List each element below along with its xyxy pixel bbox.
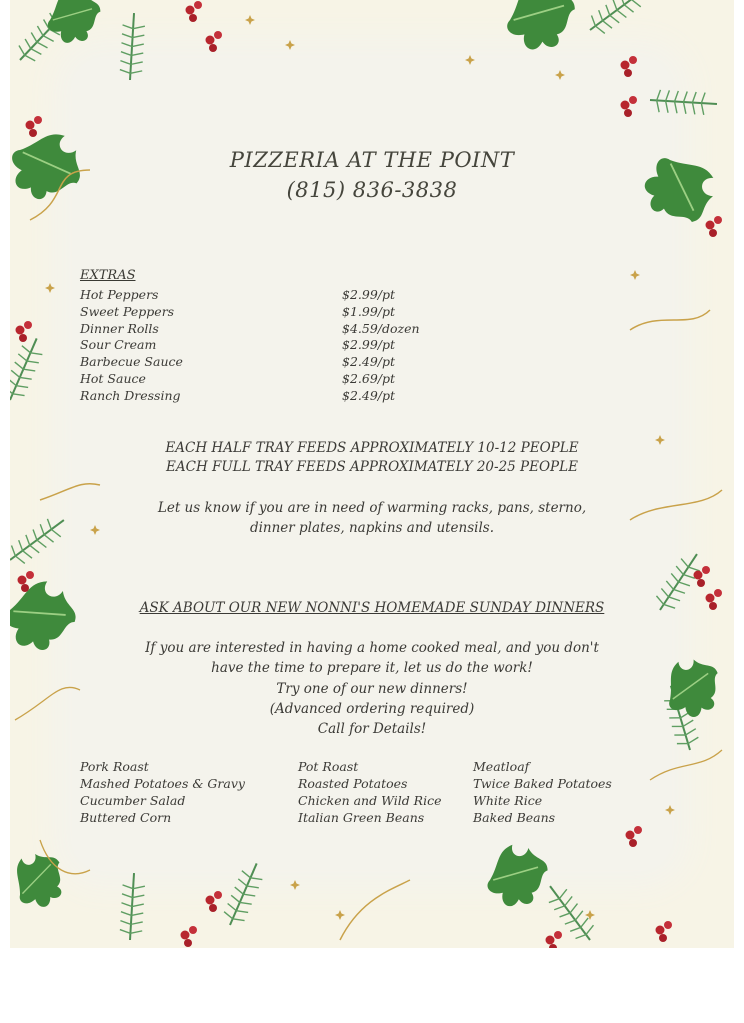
sunday-dinners-text: Try one of our new dinners! [276,681,468,697]
extras-item-name: Sweet Peppers [80,303,175,319]
dinner-item: White Rice [473,793,543,808]
dinner-menu-column [298,759,442,827]
extras-item-price: $1.99/pt [342,303,396,319]
sunday-dinners-text: (Advanced ordering required) [269,701,475,717]
extras-item [80,321,420,338]
extras-item-name: Dinner Rolls [80,320,159,336]
dinner-item: Chicken and Wild Rice [298,793,442,808]
sunday-dinners-text: Call for Details! [317,721,427,737]
extras-item [80,337,420,354]
dinner-item: Twice Baked Potatoes [473,776,612,791]
restaurant-name: PIZZERIA AT THE POINT [229,148,515,172]
extras-item-name: Barbecue Sauce [80,354,183,370]
dinner-item: Baked Beans [473,810,556,825]
phone-number: (815) 836-3838 [286,178,458,202]
dinner-item: Pork Roast [80,759,149,774]
extras-item [80,354,420,371]
extras-item-price: $2.49/pt [342,354,396,370]
sunday-dinners-heading: ASK ABOUT OUR NEW NONNI'S HOMEMADE SUNDAY DINNERS [139,600,605,616]
full-tray-info: EACH FULL TRAY FEEDS APPROXIMATELY 20-25 PEOPLE [166,459,578,475]
right-side-decoration [630,435,729,815]
dinner-item: Meatloaf [473,759,530,774]
half-tray-info: EACH HALF TRAY FEEDS APPROXIMATELY 10-12 PEOPLE [165,440,579,456]
extras-item-price: $2.99/pt [342,287,396,302]
extras-item-price: $2.49/pt [342,387,396,403]
dinner-item: Mashed Potatoes & Gravy [80,776,245,791]
dinner-item: Italian Green Beans [298,810,425,825]
supplies-note-line: Let us know if you are in need of warming racks, pans, sterno, [157,500,587,516]
extras-item-name: Hot Peppers [80,287,159,302]
dinner-item: Buttered Corn [80,810,172,825]
extras-item [80,388,420,405]
extras-item-name: Ranch Dressing [80,387,181,403]
supplies-note-line: dinner plates, napkins and utensils. [249,520,495,536]
dinner-item: Cucumber Salad [80,793,186,808]
extras-item-name: Sour Cream [80,337,157,353]
extras-item-price: $4.59/dozen [342,320,420,336]
bottom-decoration [10,826,672,948]
sunday-dinners-text: have the time to prepare it, let us do the work! [211,660,533,676]
dinner-item: Roasted Potatoes [298,776,408,791]
extras-item [80,287,420,304]
dinner-menu-column [473,759,612,827]
extras-item [80,304,420,321]
menu-page [10,0,734,948]
extras-item-price: $2.69/pt [342,370,396,386]
extras-item-name: Hot Sauce [80,370,146,386]
sunday-dinners-text: If you are interested in having a home cooked meal, and you don't [145,640,599,656]
extras-heading: EXTRAS [80,268,136,283]
extras-item-price: $2.99/pt [342,337,396,353]
dinner-menu-column [80,759,245,827]
extras-item [80,371,420,388]
extras-list [80,287,420,405]
dinner-item: Pot Roast [298,759,359,774]
